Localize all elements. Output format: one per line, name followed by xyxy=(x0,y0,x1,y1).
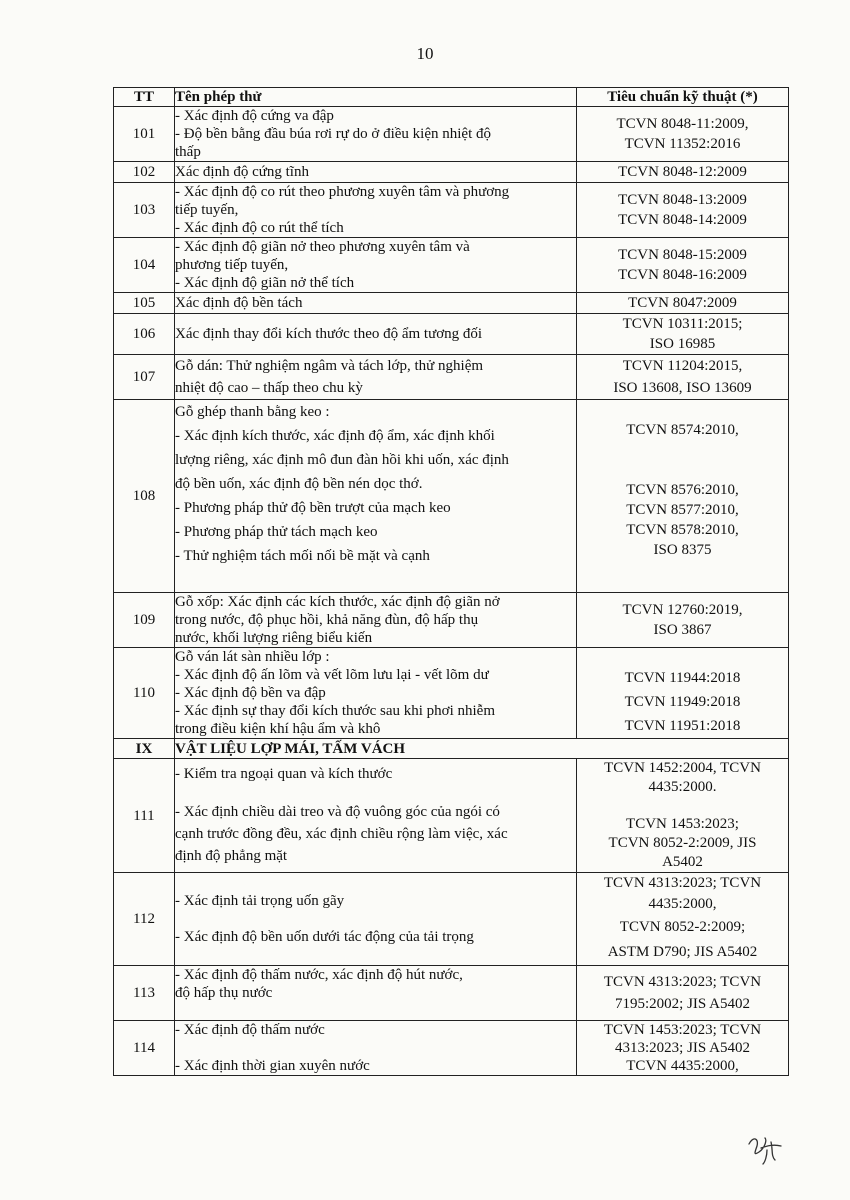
table-row xyxy=(114,183,789,238)
table-row xyxy=(114,355,789,400)
test-name: - Xác định độ thấm nước, xác định độ hút nước, độ hấp thụ nước xyxy=(175,966,577,1021)
row-number: 114 xyxy=(114,1021,175,1076)
standard: TCVN 8047:2009 xyxy=(577,293,789,314)
row-number: 105 xyxy=(114,293,175,314)
header-test-name: Tên phép thử xyxy=(175,88,577,107)
section-number: IX xyxy=(114,739,175,759)
standard: TCVN 8048-15:2009 TCVN 8048-16:2009 xyxy=(577,238,789,293)
table-row xyxy=(114,293,789,314)
standard: TCVN 8574:2010, TCVN 8576:2010, TCVN 8577:2010, TCVN 8578:2010, ISO 8375 xyxy=(577,400,789,593)
row-number: 107 xyxy=(114,355,175,400)
standard: TCVN 1453:2023; TCVN 4313:2023; JIS A5402 TCVN 4435:2000, xyxy=(577,1021,789,1076)
table-row xyxy=(114,314,789,355)
row-number: 111 xyxy=(114,759,175,873)
header-standard: Tiêu chuẩn kỹ thuật (*) xyxy=(577,88,789,107)
header-tt: TT xyxy=(114,88,175,107)
test-name: - Xác định độ thấm nước - Xác định thời gian xuyên nước xyxy=(175,1021,577,1076)
table-row xyxy=(114,107,789,162)
table-row xyxy=(114,238,789,293)
table-row xyxy=(114,593,789,648)
row-number: 106 xyxy=(114,314,175,355)
test-name: Xác định độ bền tách xyxy=(175,293,577,314)
row-number: 113 xyxy=(114,966,175,1021)
standard: TCVN 12760:2019, ISO 3867 xyxy=(577,593,789,648)
test-name: Gỗ dán: Thử nghiệm ngâm và tách lớp, thử nghiệm nhiệt độ cao – thấp theo chu kỳ xyxy=(175,355,577,400)
standard: TCVN 8048-12:2009 xyxy=(577,162,789,183)
row-number: 109 xyxy=(114,593,175,648)
test-name: Gỗ ván lát sàn nhiều lớp : - Xác định độ ấn lõm và vết lõm lưu lại - vết lõm dư - Xác định độ bền va đập - Xác định sự thay đổi kích thước sau khi phơi nhiễm trong điều kiện khí hậu ẩm và khô xyxy=(175,648,577,739)
table-row xyxy=(114,162,789,183)
test-standards-table xyxy=(113,87,789,1076)
row-number: 104 xyxy=(114,238,175,293)
test-name: - Kiểm tra ngoại quan và kích thước - Xác định chiều dài treo và độ vuông góc của ngói có cạnh trước đồng đều, xác định chiều rộng làm việc, xác định độ phẳng mặt xyxy=(175,759,577,873)
row-number: 108 xyxy=(114,400,175,593)
row-number: 102 xyxy=(114,162,175,183)
test-name: Xác định thay đổi kích thước theo độ ẩm tương đối xyxy=(175,314,577,355)
table-row xyxy=(114,966,789,1021)
row-number: 110 xyxy=(114,648,175,739)
table-row xyxy=(114,1021,789,1076)
standard: TCVN 11944:2018 TCVN 11949:2018 TCVN 11951:2018 xyxy=(577,648,789,739)
section-row xyxy=(114,739,789,759)
table-row xyxy=(114,648,789,739)
standard: TCVN 8048-13:2009 TCVN 8048-14:2009 xyxy=(577,183,789,238)
table-header-row xyxy=(114,88,789,107)
table-row xyxy=(114,400,789,593)
standard: TCVN 11204:2015, ISO 13608, ISO 13609 xyxy=(577,355,789,400)
test-name: Gỗ xốp: Xác định các kích thước, xác định độ giãn nở trong nước, độ phục hồi, khả năng đùn, độ hấp thụ nước, khối lượng riêng biểu kiến xyxy=(175,593,577,648)
test-name: - Xác định độ co rút theo phương xuyên tâm và phương tiếp tuyến, - Xác định độ co rút thể tích xyxy=(175,183,577,238)
test-name: - Xác định độ cứng va đập - Độ bền bằng đầu búa rơi rự do ở điều kiện nhiệt độ thấp xyxy=(175,107,577,162)
row-number: 112 xyxy=(114,873,175,966)
test-name: - Xác định độ giãn nở theo phương xuyên tâm và phương tiếp tuyến, - Xác định độ giãn nở thể tích xyxy=(175,238,577,293)
standard: TCVN 8048-11:2009, TCVN 11352:2016 xyxy=(577,107,789,162)
row-number: 103 xyxy=(114,183,175,238)
standard: TCVN 4313:2023; TCVN 7195:2002; JIS A5402 xyxy=(577,966,789,1021)
page-number: 10 xyxy=(416,44,434,63)
signature-mark xyxy=(745,1132,785,1166)
test-name: Gỗ ghép thanh bằng keo : - Xác định kích thước, xác định độ ẩm, xác định khối lượng riêng, xác định mô đun đàn hồi khi uốn, xác định độ bền uốn, xác định độ bền nén dọc thớ. - Phương pháp thử độ bền trượt của mạch keo - Phương pháp thử tách mạch keo - Thử nghiệm tách mối nối bề mặt và cạnh xyxy=(175,400,577,593)
standard: TCVN 10311:2015; ISO 16985 xyxy=(577,314,789,355)
test-name: Xác định độ cứng tĩnh xyxy=(175,162,577,183)
test-name: - Xác định tải trọng uốn gãy - Xác định độ bền uốn dưới tác động của tải trọng xyxy=(175,873,577,966)
row-number: 101 xyxy=(114,107,175,162)
standard: TCVN 1452:2004, TCVN 4435:2000. TCVN 1453:2023; TCVN 8052-2:2009, JIS A5402 xyxy=(577,759,789,873)
table-row xyxy=(114,873,789,966)
standard: TCVN 4313:2023; TCVN 4435:2000, TCVN 8052-2:2009; ASTM D790; JIS A5402 xyxy=(577,873,789,966)
section-title: VẬT LIỆU LỢP MÁI, TẤM VÁCH xyxy=(175,739,789,759)
table-row xyxy=(114,759,789,873)
